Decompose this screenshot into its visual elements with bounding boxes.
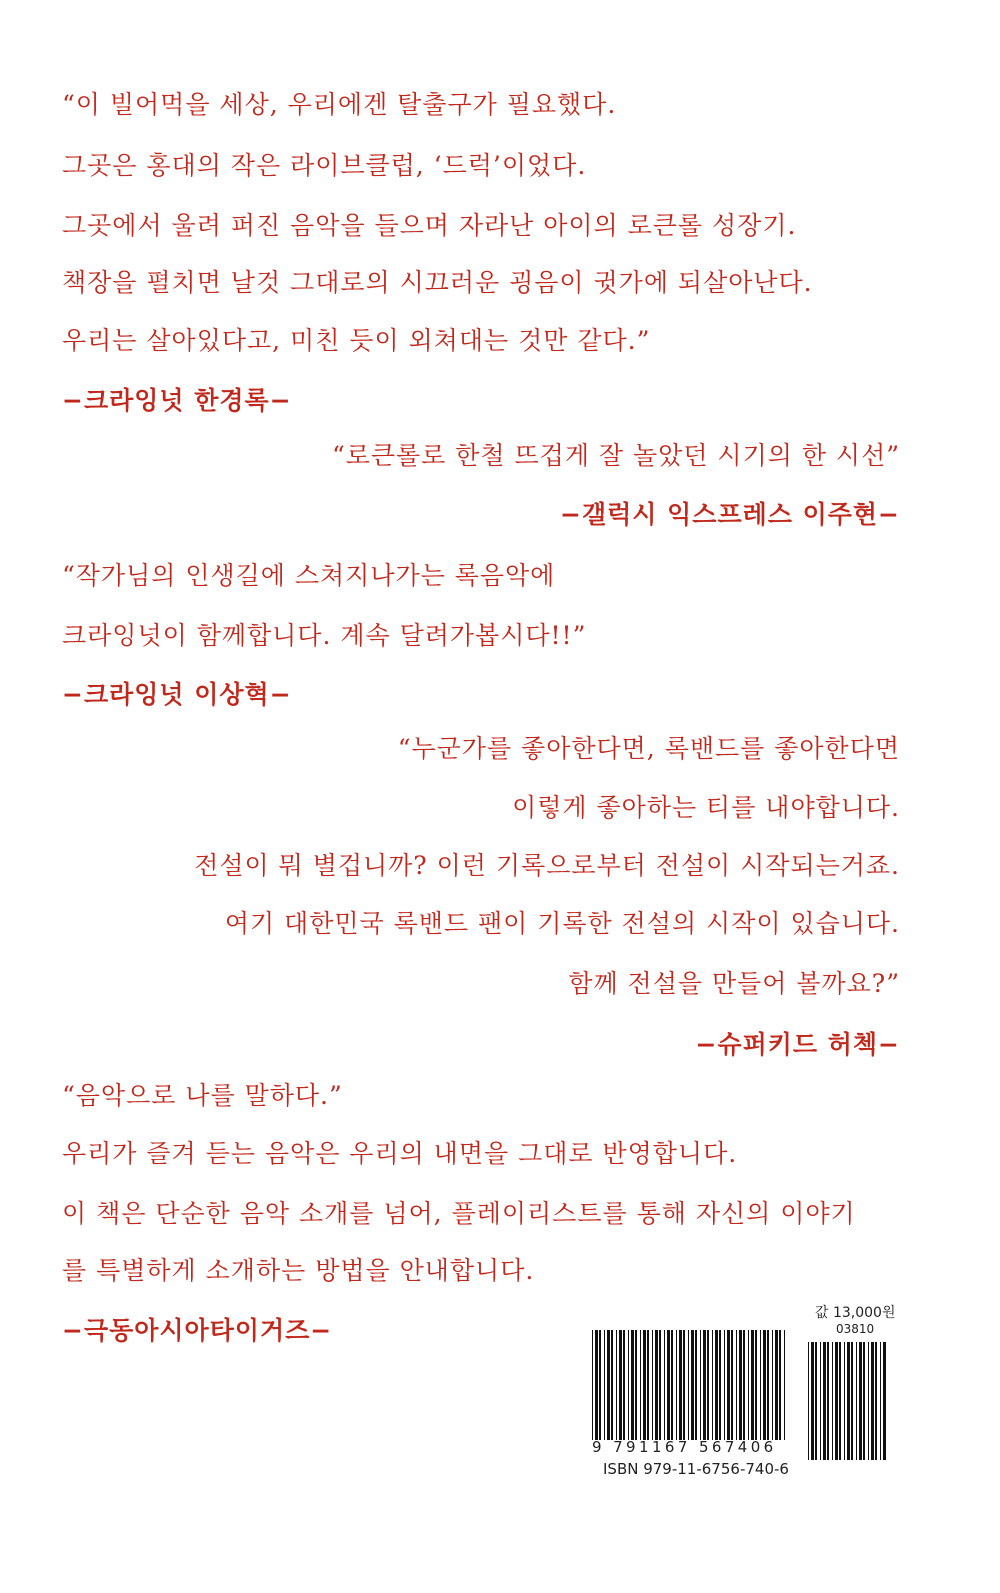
attribution: −크라잉넛 이상혁−	[62, 680, 292, 709]
barcode-bar	[859, 1342, 862, 1460]
barcode-bar	[739, 1330, 742, 1440]
barcode-bar	[707, 1330, 709, 1440]
barcode-bar	[748, 1330, 749, 1440]
barcode-bar	[731, 1330, 733, 1440]
barcode-bar	[760, 1330, 761, 1440]
quote-line: 여기 대한민국 록밴드 팬이 기록한 전설의 시작이 있습니다.	[224, 909, 900, 938]
quote-line: 이 책은 단순한 음악 소개를 넘어, 플레이리스트를 통해 자신의 이야기	[62, 1199, 856, 1228]
price-label: 값 13,000원	[815, 1305, 896, 1321]
add-on-code: 03810	[836, 1322, 875, 1336]
barcode-bar	[640, 1330, 641, 1440]
barcode-bar	[667, 1330, 670, 1440]
quote-line: 우리는 살아있다고, 미친 듯이 외쳐대는 것만 같다.”	[62, 326, 651, 355]
quote-line: 그곳은 홍대의 작은 라이브클럽, ‘드럭’이었다.	[62, 151, 587, 180]
barcode-bar	[863, 1342, 865, 1460]
barcode-bar	[755, 1330, 757, 1440]
quote-line: 우리가 즐겨 듣는 음악은 우리의 내면을 그대로 반영합니다.	[62, 1139, 738, 1168]
barcode-bar	[671, 1330, 673, 1440]
quote-line: “로큰롤로 한철 뜨겁게 잘 놀았던 시기의 한 시선”	[331, 441, 900, 470]
barcode-bar	[700, 1330, 701, 1440]
quote-line: 이렇게 좋아하는 티를 내야합니다.	[512, 793, 900, 822]
barcode-bar	[763, 1330, 766, 1440]
barcode-bar	[832, 1342, 833, 1460]
barcode-bar	[727, 1330, 730, 1440]
barcode-bar	[604, 1330, 605, 1440]
attribution: −크라잉넛 한경록−	[62, 386, 292, 415]
barcode-bar	[779, 1330, 781, 1440]
barcode-bar	[676, 1330, 677, 1440]
quote-line: 책장을 펼치면 날것 그대로의 시끄러운 굉음이 귓가에 되살아난다.	[62, 268, 813, 297]
quote-line: 전설이 뭐 별겁니까? 이런 기록으로부터 전설이 시작되는거죠.	[194, 851, 900, 880]
quote-line: 그곳에서 울려 퍼진 음악을 들으며 자라난 아이의 로큰롤 성장기.	[62, 211, 797, 240]
barcode-bar	[880, 1342, 881, 1460]
barcode-bar	[647, 1330, 649, 1440]
barcode-bar	[652, 1330, 653, 1440]
attribution: −극동아시아타이거즈−	[62, 1316, 333, 1345]
barcode-bar	[695, 1330, 697, 1440]
barcode-bar	[635, 1330, 637, 1440]
barcode-bar	[724, 1330, 725, 1440]
barcode-bar	[815, 1342, 817, 1460]
quote-line: “누군가를 좋아한다면, 록밴드를 좋아한다면	[397, 734, 900, 763]
barcode-bar	[823, 1342, 826, 1460]
barcode-bar	[688, 1330, 689, 1440]
attribution: −슈퍼키드 허첵−	[695, 1030, 900, 1059]
barcode-bar	[616, 1330, 617, 1440]
barcode-digits: 9 791167 567406	[592, 1438, 777, 1456]
barcode-bar	[623, 1330, 625, 1440]
quote-line: “음악으로 나를 말하다.”	[62, 1081, 343, 1110]
quote-line: “작가님의 인생길에 스쳐지나가는 록음악에	[62, 561, 556, 590]
barcode-bar	[808, 1342, 809, 1460]
barcode-bar	[751, 1330, 754, 1440]
barcode-bar	[736, 1330, 737, 1440]
quote-line: “이 빌어먹을 세상, 우리에겐 탈출구가 필요했다.	[62, 90, 617, 119]
barcode-bar	[664, 1330, 665, 1440]
barcode-bar	[599, 1330, 601, 1440]
barcode-bar	[871, 1342, 874, 1460]
barcode-bar	[679, 1330, 682, 1440]
barcode-bar	[703, 1330, 706, 1440]
barcode-bar	[659, 1330, 661, 1440]
barcode-bar	[767, 1330, 769, 1440]
barcode-bar	[856, 1342, 857, 1460]
barcode-bar	[868, 1342, 869, 1460]
quote-line: 함께 전설을 만들어 볼까요?”	[568, 969, 900, 998]
barcode-bar	[691, 1330, 694, 1440]
barcode-bar	[772, 1330, 773, 1440]
barcode-bar	[719, 1330, 721, 1440]
barcode-bar	[784, 1330, 785, 1440]
barcode-bar	[775, 1330, 778, 1440]
isbn-barcode	[592, 1330, 789, 1440]
barcode-bar	[835, 1342, 838, 1460]
barcode-bar	[851, 1342, 853, 1460]
quote-line: 크라잉넛이 함께합니다. 계속 달려가봅시다!!”	[62, 621, 587, 650]
barcode-bar	[592, 1330, 593, 1440]
barcode-bar	[712, 1330, 713, 1440]
addon-barcode	[808, 1342, 888, 1460]
barcode-bar	[595, 1330, 598, 1440]
barcode-bar	[827, 1342, 829, 1460]
isbn-number: ISBN 979-11-6756-740-6	[603, 1460, 789, 1478]
barcode-bar	[655, 1330, 658, 1440]
barcode-bar	[607, 1330, 610, 1440]
barcode-bar	[631, 1330, 634, 1440]
barcode-bar	[611, 1330, 613, 1440]
barcode-bar	[875, 1342, 877, 1460]
attribution: −갤럭시 익스프레스 이주현−	[560, 500, 900, 529]
barcode-bar	[743, 1330, 745, 1440]
barcode-bar	[715, 1330, 718, 1440]
barcode-bar	[643, 1330, 646, 1440]
barcode-bar	[811, 1342, 814, 1460]
barcode-bar	[628, 1330, 629, 1440]
barcode-bar	[820, 1342, 821, 1460]
barcode-bar	[839, 1342, 841, 1460]
barcode-bar	[883, 1342, 886, 1460]
barcode-bar	[683, 1330, 685, 1440]
barcode-bar	[619, 1330, 622, 1440]
barcode-bar	[844, 1342, 845, 1460]
barcode-bar	[847, 1342, 850, 1460]
quote-line: 를 특별하게 소개하는 방법을 안내합니다.	[62, 1256, 535, 1285]
